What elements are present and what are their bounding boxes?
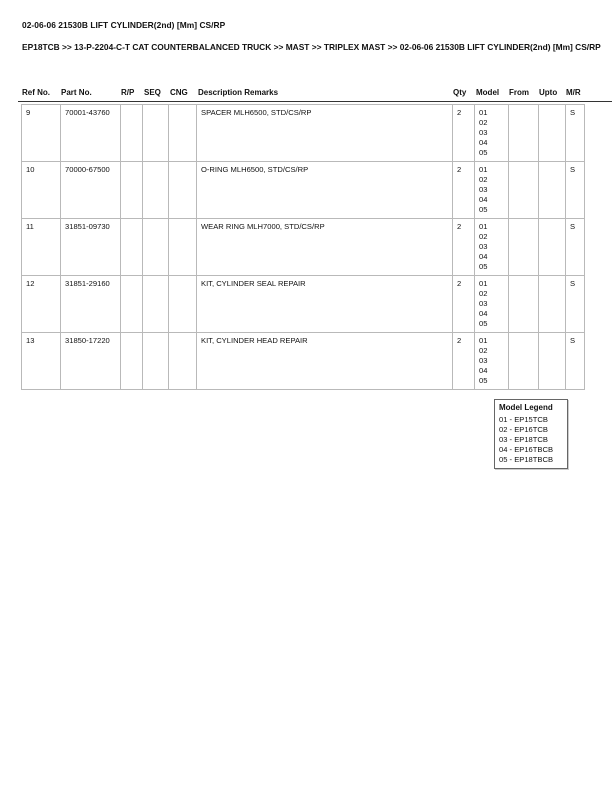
header-seq: SEQ — [144, 88, 161, 97]
upto-cell — [539, 105, 566, 162]
seq-cell — [143, 276, 169, 333]
upto-cell — [539, 333, 566, 390]
legend-item: 04 - EP16TBCB — [499, 445, 554, 455]
header-part-no: Part No. — [61, 88, 92, 97]
header-from: From — [509, 88, 529, 97]
rp-cell — [121, 105, 143, 162]
model-code: 03 — [479, 299, 488, 309]
header-description: Description Remarks — [198, 88, 279, 97]
part-no-cell: 31850-17220 — [61, 333, 121, 390]
ref-no-cell: 9 — [22, 105, 61, 162]
part-no-cell: 31851-09730 — [61, 219, 121, 276]
from-cell — [509, 276, 539, 333]
qty-cell: 2 — [453, 105, 475, 162]
model-code: 04 — [479, 252, 488, 262]
header-qty: Qty — [453, 88, 467, 97]
parts-table — [21, 104, 585, 390]
legend-item: 02 - EP16TCB — [499, 425, 548, 435]
mr-cell: S — [566, 333, 585, 390]
table-row — [22, 333, 585, 390]
header-model: Model — [476, 88, 500, 97]
from-cell — [509, 162, 539, 219]
table-row — [22, 219, 585, 276]
model-code: 04 — [479, 309, 488, 319]
description-cell: SPACER MLH6500, STD/CS/RP — [197, 105, 453, 162]
ref-no-cell: 12 — [22, 276, 61, 333]
model-code: 02 — [479, 118, 488, 128]
model-code: 03 — [479, 242, 488, 252]
cng-cell — [169, 333, 197, 390]
model-code: 01 — [479, 108, 488, 117]
mr-cell: S — [566, 162, 585, 219]
header-mr: M/R — [566, 88, 581, 97]
rp-cell — [121, 162, 143, 219]
model-code: 02 — [479, 289, 488, 299]
mr-cell: S — [566, 276, 585, 333]
ref-no-cell: 11 — [22, 219, 61, 276]
model-code: 03 — [479, 356, 488, 366]
rp-cell — [121, 333, 143, 390]
upto-cell — [539, 219, 566, 276]
qty-cell: 2 — [453, 162, 475, 219]
from-cell — [509, 333, 539, 390]
model-code: 04 — [479, 366, 488, 376]
model-code: 04 — [479, 138, 488, 148]
model-cell — [475, 276, 509, 333]
header-ref-no: Ref No. — [22, 88, 50, 97]
part-no-cell: 70000-67500 — [61, 162, 121, 219]
mr-cell: S — [566, 219, 585, 276]
mr-cell: S — [566, 105, 585, 162]
header-rp: R/P — [121, 88, 135, 97]
model-code: 05 — [479, 148, 488, 158]
legend-title: Model Legend — [499, 403, 553, 412]
model-code: 05 — [479, 319, 488, 329]
qty-cell: 2 — [453, 219, 475, 276]
header-divider — [18, 101, 612, 102]
model-code: 02 — [479, 346, 488, 356]
page-title: 02-06-06 21530B LIFT CYLINDER(2nd) [Mm] CS/RP — [22, 20, 226, 30]
upto-cell — [539, 276, 566, 333]
ref-no-cell: 10 — [22, 162, 61, 219]
model-cell — [475, 333, 509, 390]
legend-item: 05 - EP18TBCB — [499, 455, 554, 465]
legend-item: 01 - EP15TCB — [499, 415, 548, 425]
from-cell — [509, 219, 539, 276]
rp-cell — [121, 219, 143, 276]
model-legend — [494, 399, 568, 469]
model-code: 05 — [479, 376, 488, 386]
seq-cell — [143, 105, 169, 162]
legend-item: 03 - EP18TCB — [499, 435, 548, 445]
ref-no-cell: 13 — [22, 333, 61, 390]
model-cell — [475, 219, 509, 276]
upto-cell — [539, 162, 566, 219]
header-upto: Upto — [539, 88, 558, 97]
cng-cell — [169, 162, 197, 219]
seq-cell — [143, 162, 169, 219]
qty-cell: 2 — [453, 276, 475, 333]
cng-cell — [169, 105, 197, 162]
description-cell: O-RING MLH6500, STD/CS/RP — [197, 162, 453, 219]
seq-cell — [143, 219, 169, 276]
cng-cell — [169, 276, 197, 333]
rp-cell — [121, 276, 143, 333]
table-row — [22, 276, 585, 333]
model-cell — [475, 105, 509, 162]
qty-cell: 2 — [453, 333, 475, 390]
description-cell: WEAR RING MLH7000, STD/CS/RP — [197, 219, 453, 276]
table-row — [22, 162, 585, 219]
table-row — [22, 105, 585, 162]
model-code: 03 — [479, 185, 488, 195]
model-code: 05 — [479, 205, 488, 215]
model-code: 01 — [479, 279, 488, 288]
model-code: 01 — [479, 222, 488, 231]
model-code: 01 — [479, 165, 488, 174]
table-header — [0, 88, 612, 100]
description-cell: KIT, CYLINDER HEAD REPAIR — [197, 333, 453, 390]
cng-cell — [169, 219, 197, 276]
header-cng: CNG — [170, 88, 188, 97]
model-code: 02 — [479, 175, 488, 185]
model-code: 04 — [479, 195, 488, 205]
model-code: 05 — [479, 262, 488, 272]
part-no-cell: 31851-29160 — [61, 276, 121, 333]
description-cell: KIT, CYLINDER SEAL REPAIR — [197, 276, 453, 333]
seq-cell — [143, 333, 169, 390]
part-no-cell: 70001-43760 — [61, 105, 121, 162]
from-cell — [509, 105, 539, 162]
model-code: 03 — [479, 128, 488, 138]
model-code: 02 — [479, 232, 488, 242]
model-code: 01 — [479, 336, 488, 345]
model-cell — [475, 162, 509, 219]
breadcrumb: EP18TCB >> 13-P-2204-C-T CAT COUNTERBALANCED TRUCK >> MAST >> TRIPLEX MAST >> 02-06-06 21530B LIFT CYLINDER(2nd) [Mm] CS/RP — [22, 42, 601, 52]
